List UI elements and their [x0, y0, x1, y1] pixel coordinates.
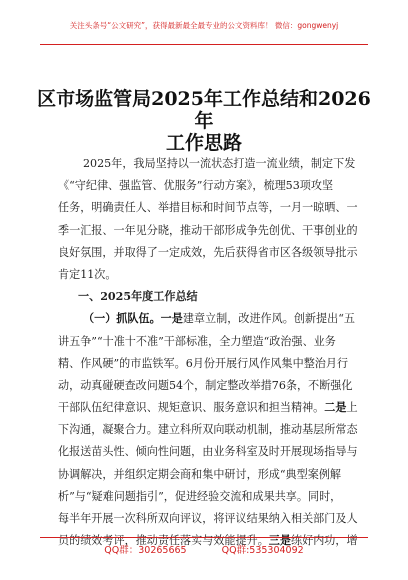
document-title [30, 88, 378, 154]
document-body [58, 153, 356, 552]
paragraph-line: 《“守纪律、强监管、优服务”行动方案》，梳理53项攻坚 [58, 179, 334, 193]
footer-divider [40, 537, 368, 538]
footer [0, 542, 408, 556]
point-label: 一是 [160, 312, 183, 326]
paragraph-line: 肯定11次。 [58, 267, 117, 281]
paragraph-line [58, 397, 356, 419]
title-line-2: 工作思路 [165, 132, 242, 154]
footer-qq-group-1: QQ群：30265665 [104, 545, 187, 556]
paragraph-line: 任务，明确责任人、举措目标和时间节点等，一月一晾晒、一 [58, 201, 358, 215]
paragraph-text: 练好内功，增 [291, 534, 358, 548]
paragraph-line: 动，动真碰硬查改问题54个，制定整改举措76条，不断强化 [58, 378, 353, 392]
paragraph-line: 化报送苗头性、倾向性问题，由业务科室及时开展现场指导与 [58, 445, 358, 459]
paragraph-line: 良好氛围，并取得了一定成效，先后获得省市区各级领导批示 [58, 245, 358, 259]
paragraph-text: 干部队伍纪律意识、规矩意识、服务意识和担当精神。 [58, 401, 325, 415]
point-label: 三是 [268, 534, 291, 548]
paragraph-line: 协调解决，并组织定期会商和集中研讨，形成“典型案例解 [58, 467, 342, 481]
paragraph-line: 季一汇报、一年见分晓，推动干部形成争先创优、干事创业的 [58, 223, 358, 237]
section-heading: 一、2025年度工作总结 [78, 290, 198, 304]
header-banner: 关注头条号“公文研究”，获得最新最全最专业的公文资料库！ 微信：gongwenyj [69, 21, 339, 30]
paragraph-line: 下沟通，凝聚合力。建立科所双向联动机制，推动基层所常态 [58, 423, 358, 437]
point-label: 二是 [324, 401, 347, 415]
paragraph-line: 精、作风硬”的市监铁军。6月份开展行风作风集中整治月行 [58, 356, 349, 370]
paragraph-text: 员的绩效考评，推动责任落实与效能提升。 [58, 534, 269, 548]
paragraph-line: 析”与“疑难问题指引”，促进经验交流和成果共享。同时， [58, 489, 342, 503]
header-divider [40, 44, 368, 45]
paragraph-text: 上 [346, 401, 358, 415]
paragraph-text: 建章立制，改进作风。创新提出“五 [182, 312, 355, 326]
paragraph-line: 每半年开展一次科所双向评议，将评议结果纳入相关部门及人 [58, 512, 358, 525]
paragraph-line: 讲五争”“十准十不准”干部标准，全力塑造“政治强、业务 [58, 334, 336, 348]
footer-qq-group-2: QQ群:535304092 [221, 545, 304, 556]
title-line-1: 区市场监管局2025年工作总结和2026年 [37, 88, 371, 132]
subsection-label: （一）抓队伍。 [83, 312, 161, 326]
paragraph-line: 2025年，我局坚持以一流状态打造一流业绩，制定下发 [83, 157, 356, 170]
paragraph-line [58, 308, 356, 330]
